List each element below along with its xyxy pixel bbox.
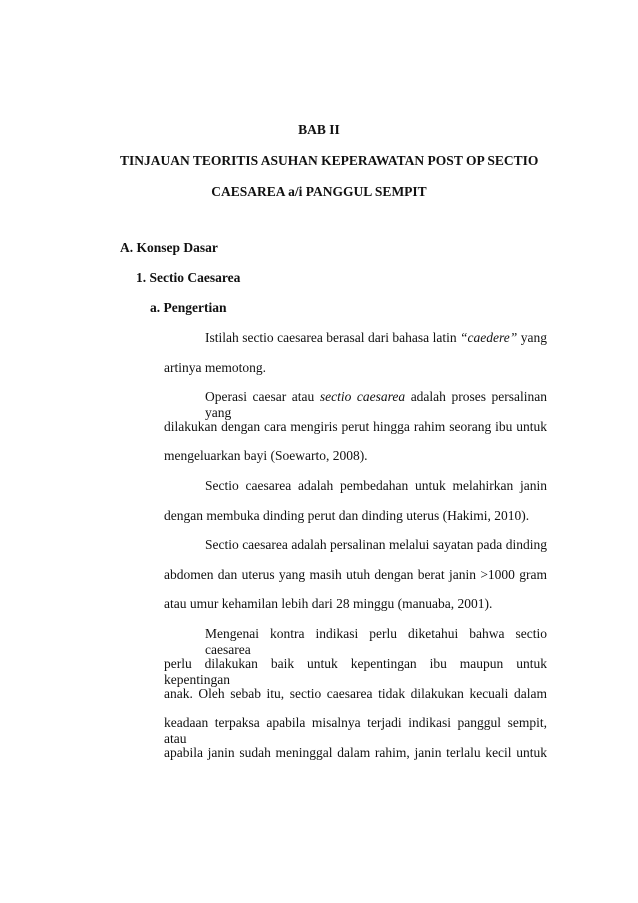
paragraph-1-line-2: artinya memotong. (164, 360, 266, 375)
paragraph-1-line-1 (205, 330, 547, 346)
paragraph-3-line-1: Sectio caesarea adalah pembedahan untuk melahirkan janin (205, 478, 547, 493)
chapter-title-line-1: TINJAUAN TEORITIS ASUHAN KEPERAWATAN POST OP SECTIO (120, 153, 539, 168)
paragraph-5-line-4: keadaan terpaksa apabila misalnya terjadi indikasi panggul sempit, atau (164, 715, 547, 746)
paragraph-5-line-5: apabila janin sudah meninggal dalam rahim, janin terlalu kecil untuk (164, 745, 547, 760)
paragraph-4-line-2: abdomen dan uterus yang masih utuh dengan berat janin >1000 gram (164, 567, 547, 582)
emphasis-sectio-caesarea: sectio caesarea (319, 389, 406, 404)
paragraph-5-line-2: perlu dilakukan baik untuk kepentingan ibu maupun untuk kepentingan (164, 656, 547, 687)
chapter-heading: BAB II (298, 122, 340, 137)
text-run: Istilah sectio caesarea berasal dari bahasa latin (205, 330, 461, 345)
chapter-title-line-2: CAESAREA a/i PANGGUL SEMPIT (211, 184, 427, 199)
subsection-heading-1: 1. Sectio Caesarea (136, 270, 241, 285)
paragraph-2-line-1 (205, 389, 547, 421)
text-run: Operasi caesar atau (205, 389, 320, 404)
paragraph-5-line-3: anak. Oleh sebab itu, sectio caesarea tidak dilakukan kecuali dalam (164, 686, 547, 701)
section-heading-a: A. Konsep Dasar (120, 240, 218, 255)
text-run: yang (517, 330, 547, 345)
paragraph-4-line-1: Sectio caesarea adalah persalinan melalui sayatan pada dinding (205, 537, 547, 552)
subsection-heading-a: a. Pengertian (150, 300, 227, 315)
text-run: adalah proses persalinan yang (205, 389, 547, 420)
paragraph-4-line-3: atau umur kehamilan lebih dari 28 minggu (manuaba, 2001). (164, 596, 493, 611)
paragraph-3-line-2: dengan membuka dinding perut dan dinding uterus (Hakimi, 2010). (164, 508, 530, 523)
paragraph-2-line-2: dilakukan dengan cara mengiris perut hingga rahim seorang ibu untuk (164, 419, 547, 434)
paragraph-2-line-3: mengeluarkan bayi (Soewarto, 2008). (164, 448, 368, 463)
paragraph-5-line-1: Mengenai kontra indikasi perlu diketahui bahwa sectio caesarea (205, 626, 547, 657)
emphasis-caedere: “caedere” (460, 330, 518, 345)
